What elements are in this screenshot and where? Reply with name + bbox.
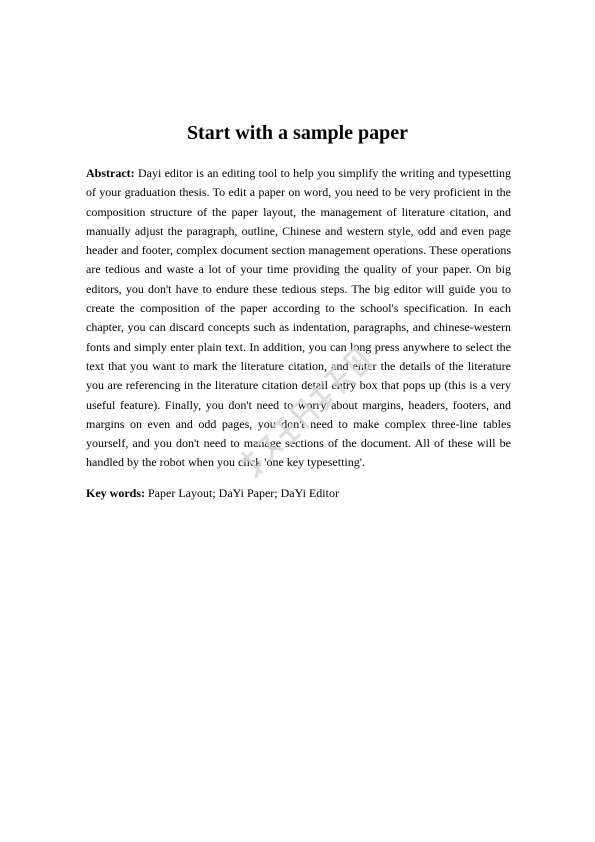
abstract-paragraph [86, 164, 511, 473]
keywords-label: Key words: [86, 486, 145, 500]
keywords-text: Paper Layout; DaYi Paper; DaYi Editor [145, 486, 339, 500]
abstract-text: Dayi editor is an editing tool to help you simplify the writing and typesetting of your graduation thesis. To edit a paper on word, you need to be very proficient in the composition structure of the paper layout, the management of literature citation, and manually adjust the paragraph, outline, Chinese and western style, odd and even page header and footer, complex document section management operations. These operations are tedious and waste a lot of your time providing the quality of your paper. On big editors, you don't have to endure these tedious steps. The big editor will guide you to create the composition of the paper according to the school's specification. In each chapter, you can discard concepts such as indentation, paragraphs, and chinese-western fonts and simply enter plain text. In addition, you can long press anywhere to select the text that you want to mark the literature citation, and enter the details of the literature you are referencing in the literature citation detail entry box that pops up (this is a very useful feature). Finally, you don't need to worry about margins, headers, footers, and margins on even and odd pages, you don't need to make complex three-line tables yourself, and you don't need to manage sections of the document. All of these will be handled by the robot when you click 'one key typesetting'. [86, 166, 511, 470]
paper-title: Start with a sample paper [186, 122, 409, 144]
abstract-label: Abstract: [86, 166, 135, 180]
keywords-paragraph [86, 484, 511, 503]
